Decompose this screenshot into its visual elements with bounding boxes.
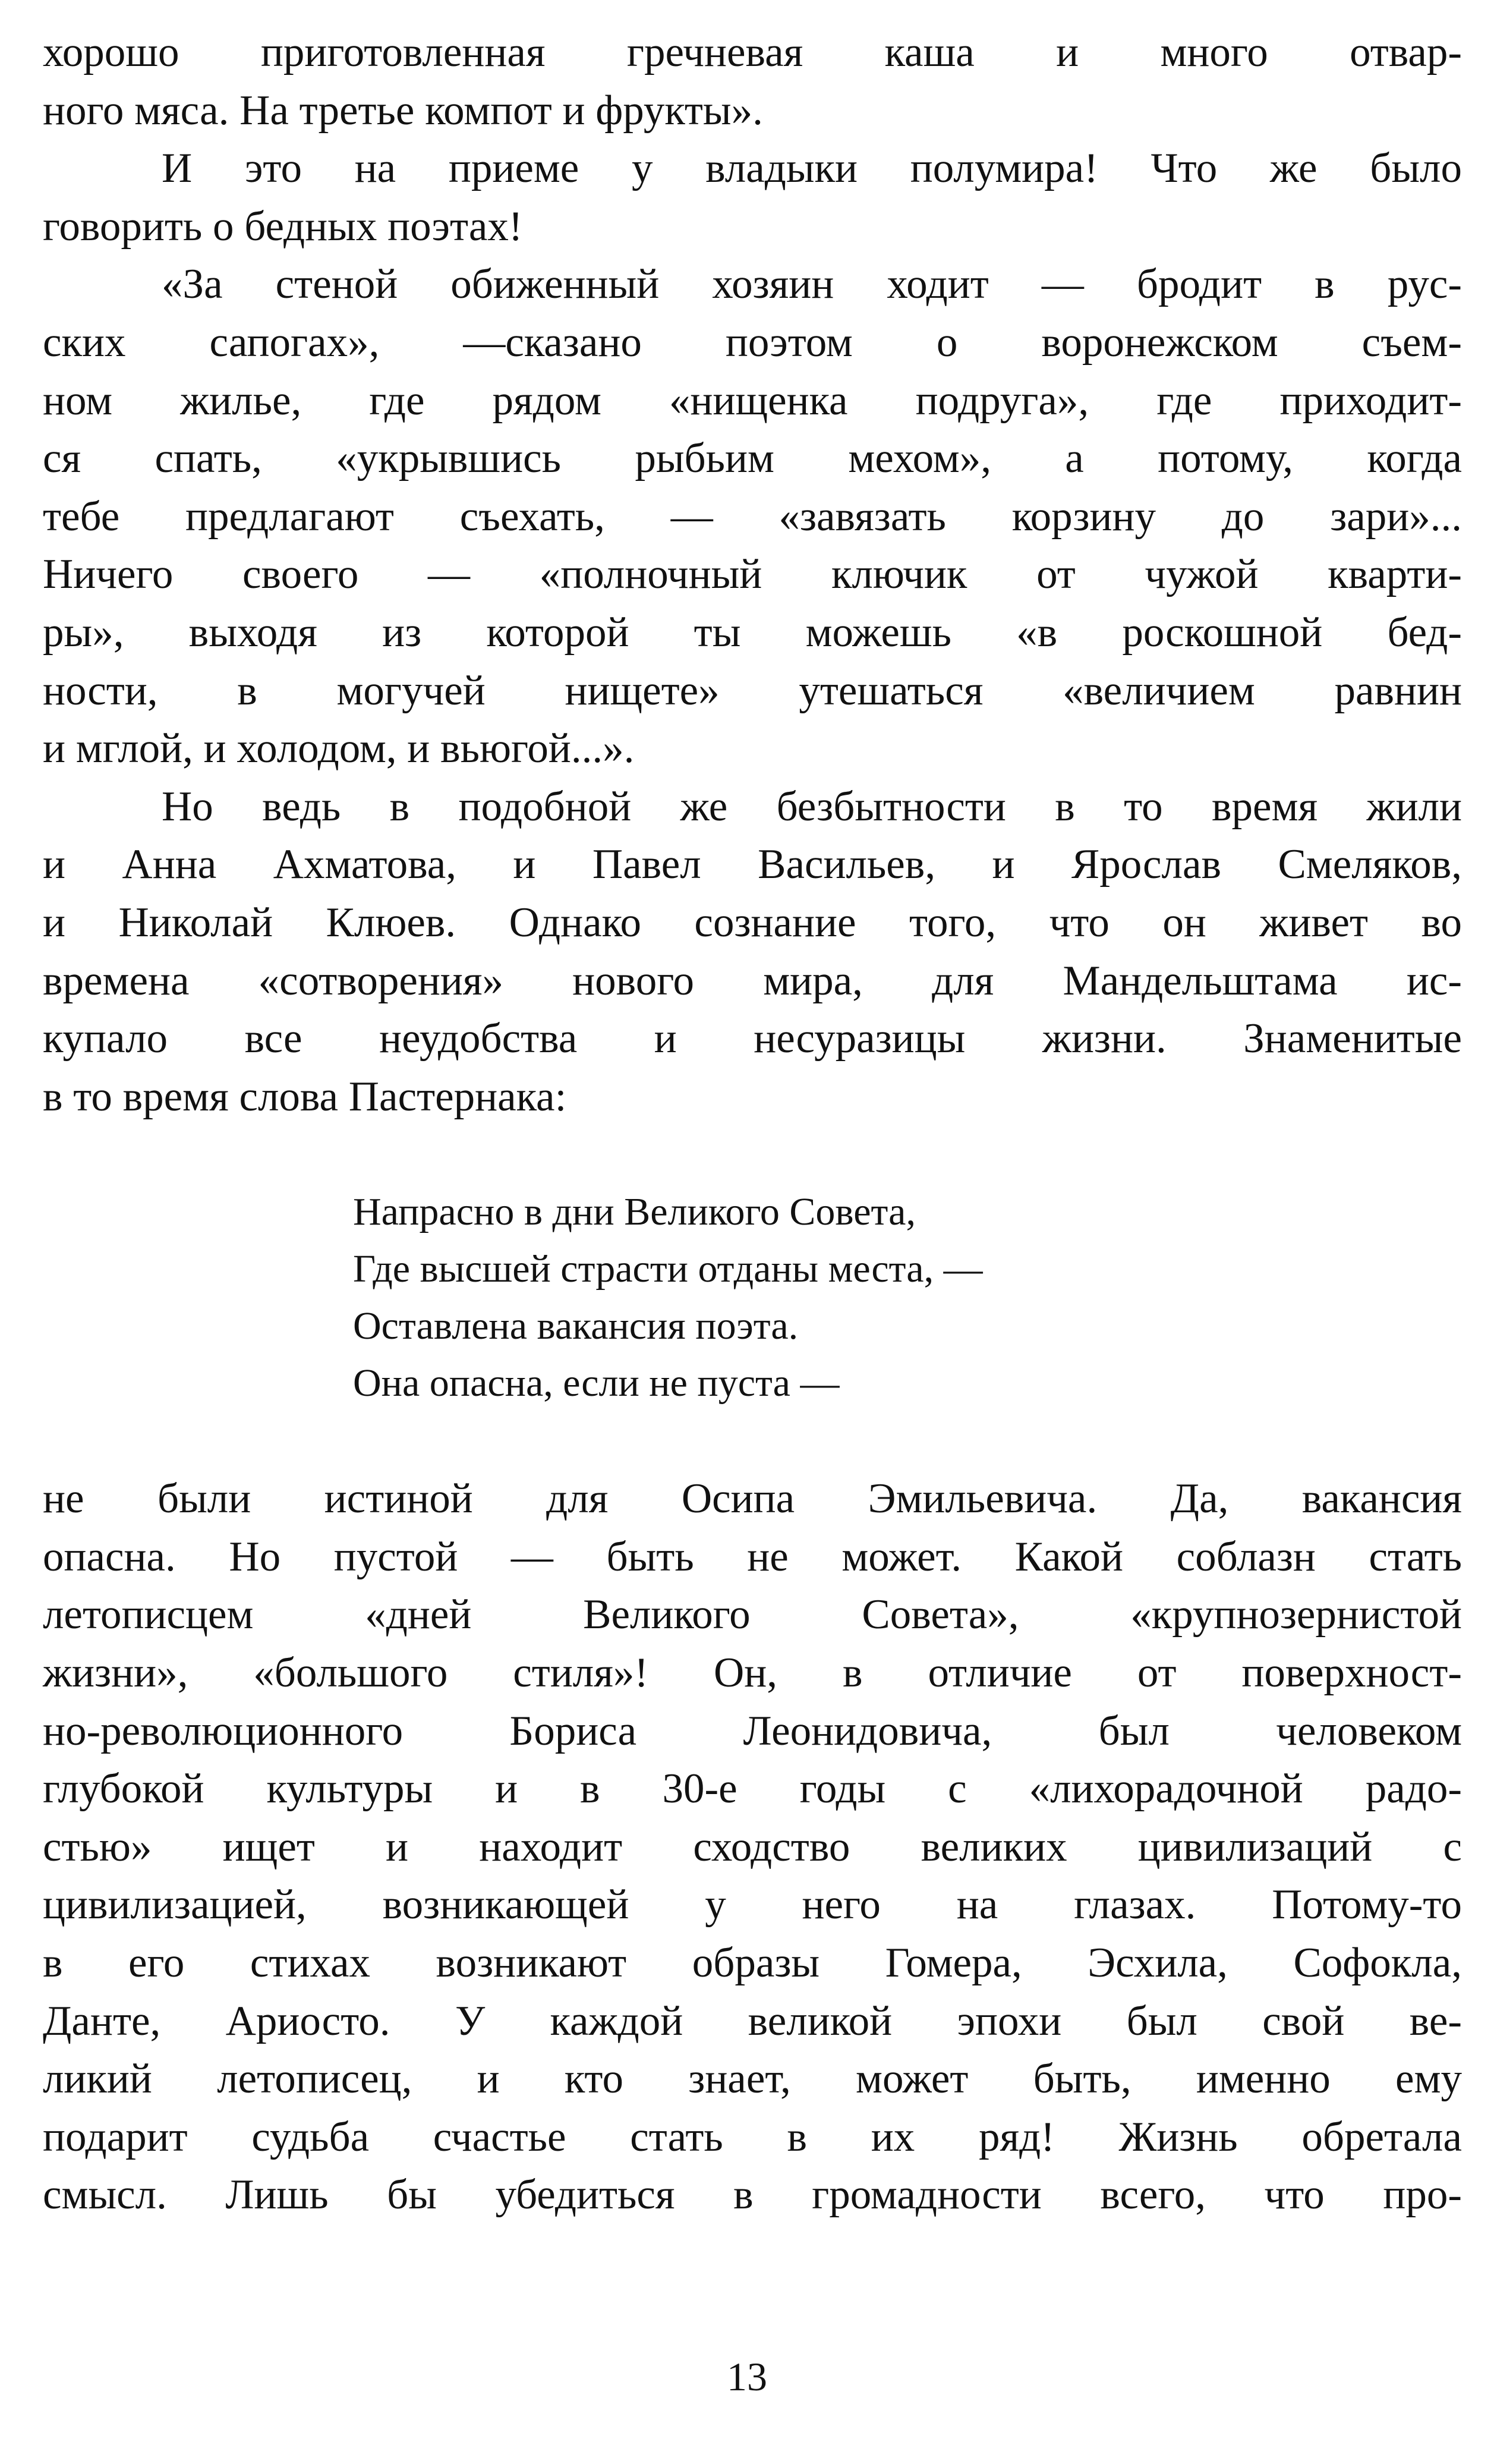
text-line: ликий летописец, и кто знает, может быть, именно ему [43, 2056, 1462, 2103]
book-page [43, 24, 1462, 2224]
text-line: Данте, Ариосто. У каждой великой эпохи был свой ве- [43, 1997, 1462, 2044]
text-line: ских сапогах», —сказано поэтом о воронежском съем- [43, 319, 1462, 366]
paragraph-5 [43, 1470, 1462, 2224]
text-line: в его стихах возникают образы Гомера, Эсхила, Софокла, [43, 1940, 1462, 1987]
text-block-top [43, 24, 1462, 1126]
text-line: хорошо приготовленная гречневая каша и много отвар- [43, 29, 1462, 75]
text-line: и Анна Ахматова, и Павел Васильев, и Ярослав Смеляков, [43, 841, 1462, 888]
text-line: И это на приеме у владыки полумира! Что же было [162, 145, 1462, 192]
text-line: тебе предлагают съехать, — «завязать корзину до зари»... [43, 493, 1462, 540]
text-line: жизни», «большого стиля»! Он, в отличие от поверхност- [43, 1650, 1462, 1697]
text-line: в то время слова Пастернака: [43, 1073, 567, 1120]
page-number: 13 [727, 2354, 767, 2399]
verse-line: Оставлена вакансия поэта. [353, 1304, 799, 1348]
text-line: стью» ищет и находит сходство великих цивилизаций с [43, 1823, 1462, 1870]
paragraph-3 [43, 256, 1462, 778]
text-line: глубокой культуры и в 30-е годы с «лихорадочной радо- [43, 1766, 1462, 1812]
text-line: смысл. Лишь бы убедиться в громадности всего, что про- [43, 2172, 1462, 2218]
text-line: ры», выходя из которой ты можешь «в роскошной бед- [43, 609, 1462, 656]
verse-line: Где высшей страсти отданы места, — [353, 1247, 983, 1291]
paragraph-4 [43, 778, 1462, 1126]
text-line: времена «сотворения» нового мира, для Мандельштама ис- [43, 957, 1462, 1004]
text-line: но-революционного Бориса Леонидовича, был человеком [43, 1707, 1462, 1754]
text-line: ся спать, «укрывшись рыбьим мехом», а потому, когда [43, 435, 1462, 482]
text-line: ном жилье, где рядом «нищенка подруга», где приходит- [43, 377, 1462, 424]
text-block-bottom [43, 1470, 1462, 2224]
text-line: и Николай Клюев. Однако сознание того, что он живет во [43, 899, 1462, 946]
text-line: Но ведь в подобной же безбытности в то время жили [162, 783, 1462, 830]
text-line: не были истиной для Осипа Эмильевича. Да, вакансия [43, 1475, 1462, 1522]
text-line: летописцем «дней Великого Совета», «крупнозернистой [43, 1591, 1462, 1638]
verse-line: Она опасна, если не пуста — [353, 1361, 840, 1405]
text-line: и мглой, и холодом, и вьюгой...». [43, 725, 635, 772]
text-line: ного мяса. На третье компот и фрукты». [43, 87, 763, 134]
paragraph-2 [43, 140, 1462, 256]
verse-quote [353, 1184, 1462, 1412]
text-line: Ничего своего — «полночный ключик от чужой кварти- [43, 551, 1462, 598]
text-line: опасна. Но пустой — быть не может. Какой соблазн стать [43, 1533, 1462, 1580]
paragraph-1 [43, 24, 1462, 140]
text-line: «За стеной обиженный хозяин ходит — бродит в рус- [162, 261, 1462, 308]
text-line: подарит судьба счастье стать в их ряд! Жизнь обретала [43, 2113, 1462, 2160]
text-line: говорить о бедных поэтах! [43, 203, 523, 250]
text-line: цивилизацией, возникающей у него на глазах. Потому-то [43, 1881, 1462, 1928]
text-line: ности, в могучей нищете» утешаться «величием равнин [43, 667, 1462, 714]
verse-line: Напрасно в дни Великого Совета, [353, 1190, 916, 1234]
text-line: купало все неудобства и несуразицы жизни. Знаменитые [43, 1015, 1462, 1062]
